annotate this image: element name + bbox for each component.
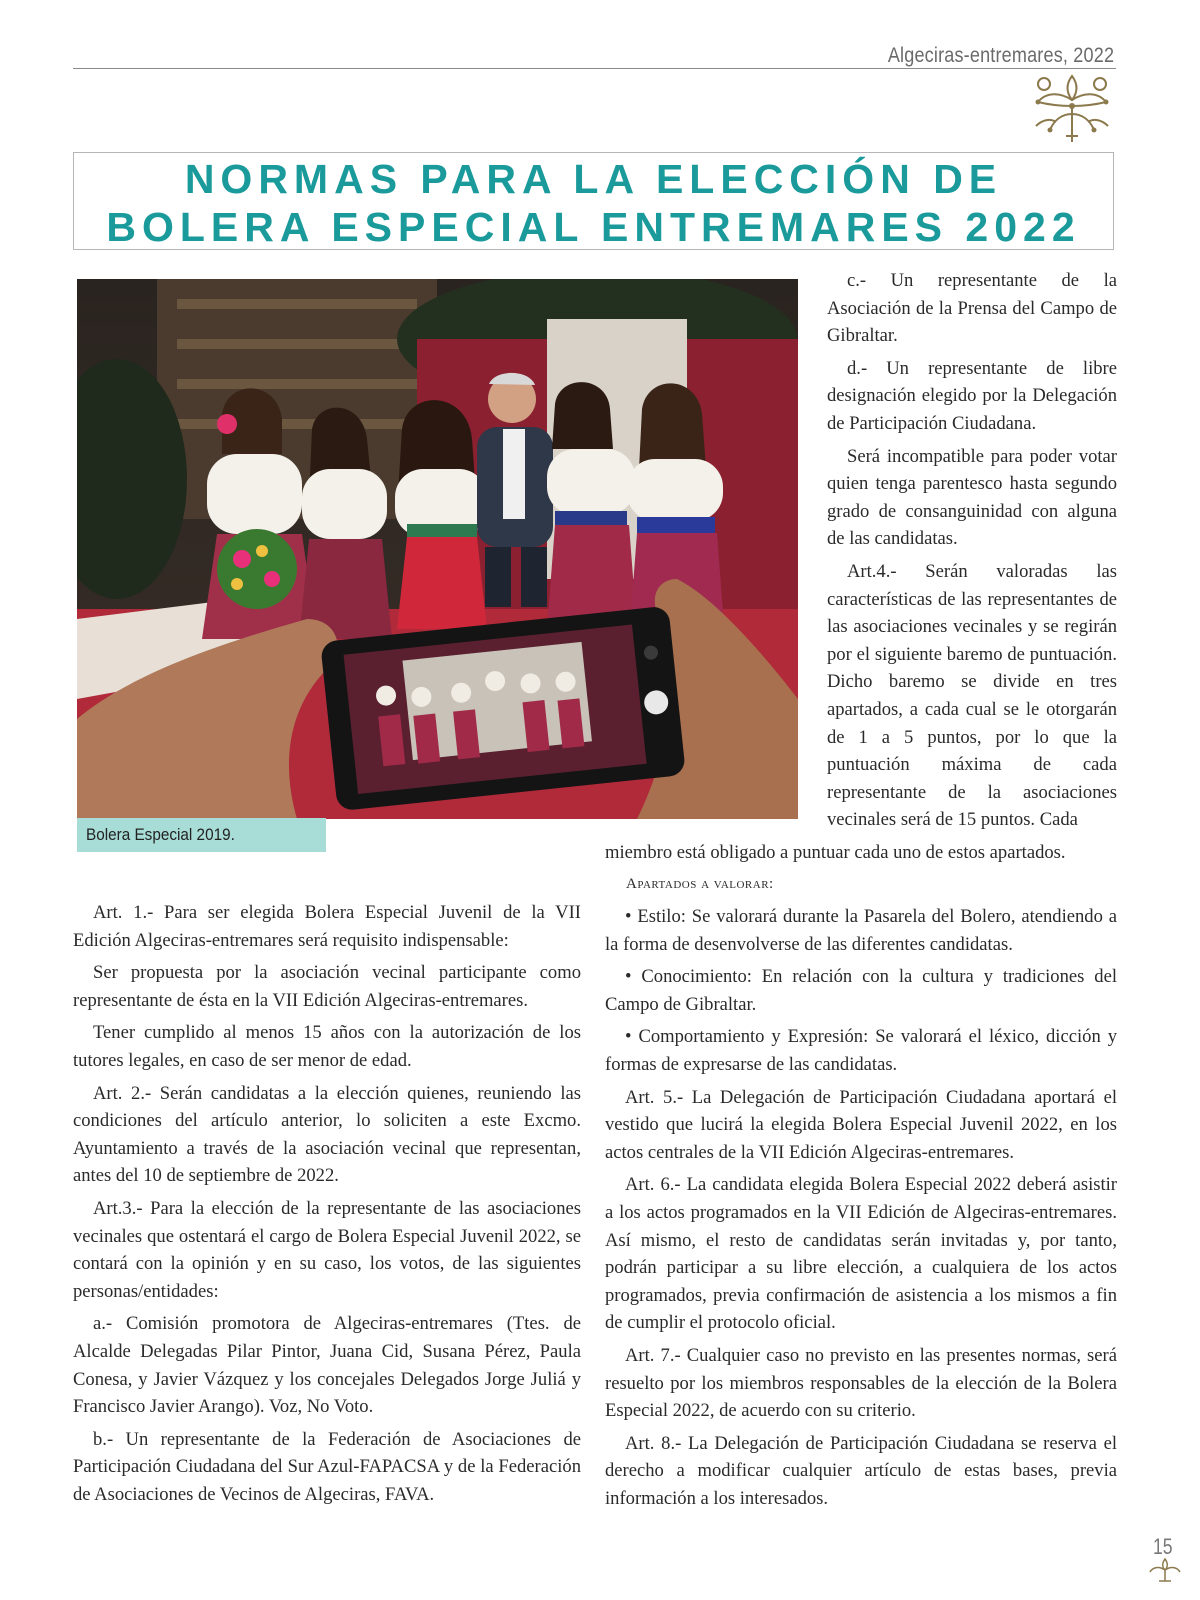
- paragraph: Art. 1.- Para ser elegida Bolera Especial Juvenil de la VII Edición Algeciras-entremares será requisito indispensable:: [73, 902, 581, 951]
- paragraph: d.- Un representante de libre designación elegido por la Delegación de Participación Ciudadana.: [827, 357, 1117, 434]
- running-title: Algeciras-entremares, 2022: [887, 44, 1114, 67]
- bullet-item: • Estilo: Se valorará durante la Pasarela del Bolero, atendiendo a la forma de desenvolverse de las diferentes candidatas.: [605, 906, 1117, 955]
- title-box: [73, 152, 1114, 250]
- paragraph: Tener cumplido al menos 15 años con la autorización de los tutores legales, en caso de ser menor de edad.: [73, 1022, 581, 1071]
- header-rule: [73, 68, 1116, 69]
- paragraph: b.- Un representante de la Federación de Asociaciones de Participación Ciudadana del Sur Azul-FAPACSA y de la Federación de Asociaciones de Vecinos de Algeciras, FAVA.: [73, 1428, 581, 1505]
- paragraph: Art. 6.- La candidata elegida Bolera Especial 2022 deberá asistir a los actos programados en la VII Edición de Algeciras-entremares. Así mismo, el resto de candidatas serán invitadas y, por tanto, podrán participar a su libre elección, a cualquiera de los actos programados, previa confirmación de asistencia a los mismos a fin de cumplir el protocolo oficial.: [605, 1174, 1117, 1334]
- right-top-text: [827, 267, 1117, 834]
- photo-caption-bar: [77, 818, 326, 852]
- left-column: [73, 899, 581, 1513]
- event-photo: [77, 279, 798, 819]
- paragraph: Ser propuesta por la asociación vecinal participante como representante de ésta en la VII Edición Algeciras-entremares.: [73, 962, 581, 1011]
- title-line-2: BOLERA ESPECIAL ENTREMARES 2022: [106, 204, 1081, 250]
- paragraph: Art. 7.- Cualquier caso no previsto en las presentes normas, será resuelto por los miembros responsables de la elección de la Bolera Especial 2022, de acuerdo con su criterio.: [605, 1344, 1117, 1422]
- paragraph: a.- Comisión promotora de Algeciras-entremares (Ttes. de Alcalde Delegadas Pilar Pintor, Juana Cid, Susana Pérez, Paula Conesa, y Javier Vázquez y los concejales Delegados Jorge Juliá y Francisco Javier Arango). Voz, No Voto.: [73, 1313, 581, 1418]
- page-number: 15: [1153, 1534, 1173, 1559]
- footer-ornament-icon: [1148, 1557, 1182, 1583]
- bullet-item: • Comportamiento y Expresión: Se valorará el léxico, dicción y formas de expresarse de las candidatas.: [605, 1026, 1117, 1075]
- paragraph: Será incompatible para poder votar quien tenga parentesco hasta segundo grado de consanguinidad con alguna de las candidatas.: [827, 445, 1117, 550]
- paragraph: c.- Un representante de la Asociación de la Prensa del Campo de Gibraltar.: [827, 270, 1117, 347]
- paragraph: Art.3.- Para la elección de la representante de las asociaciones vecinales que ostentará el cargo de Bolera Especial Juvenil 2022, se contará con la opinión y en su caso, los votos, de las siguientes personas/entidades:: [73, 1197, 581, 1302]
- photo-caption: Bolera Especial 2019.: [86, 825, 235, 844]
- ornament-icon: [1026, 70, 1118, 144]
- title-line-1: NORMAS PARA LA ELECCIÓN DE: [184, 156, 1003, 202]
- bullet-item: • Conocimiento: En relación con la cultura y tradiciones del Campo de Gibraltar.: [605, 966, 1117, 1015]
- paragraph: Art. 8.- La Delegación de Participación Ciudadana se reserva el derecho a modificar cualquier artículo de estas bases, previa información a los interesados.: [605, 1432, 1117, 1509]
- paragraph: Art. 5.- La Delegación de Participación Ciudadana aportará el vestido que lucirá la elegida Bolera Especial Juvenil 2022, en los actos centrales de la VII Edición Algeciras-entremares.: [605, 1086, 1117, 1163]
- paragraph: Art. 2.- Serán candidatas a la elección quienes, reuniendo las condiciones del artículo anterior, lo soliciten a este Excmo. Ayuntamiento a través de la asociación vecinal que representan, antes del 10 de septiembre de 2022.: [73, 1082, 581, 1187]
- paragraph: Art.4.- Serán valoradas las características de las representantes de las asociaciones vecinales y se regirán por el siguiente baremo de puntuación. Dicho baremo se divide en tres apartados, a cada cual se le otorgarán de 1 a 5 puntos, por lo que la puntuación máxima de cada representante de la asociaciones vecinales será de 15 puntos. Cada: [827, 560, 1117, 831]
- right-wrap-text: miembro está obligado a puntuar cada uno de estos apartados.: [605, 842, 1066, 863]
- right-column: [605, 903, 1117, 1517]
- apartados-heading: Apartados a valorar:: [626, 876, 774, 892]
